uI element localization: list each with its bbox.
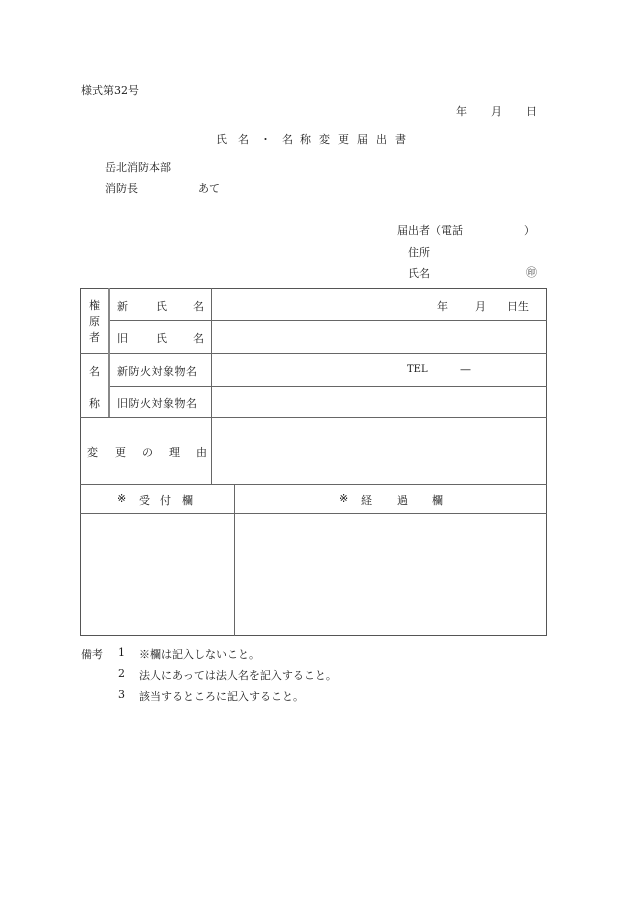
title-char: 変 bbox=[319, 133, 330, 146]
title-char: 称 bbox=[300, 133, 311, 146]
label-char: 由 bbox=[196, 446, 207, 459]
header-char: 付 bbox=[160, 494, 171, 507]
group-char: 者 bbox=[89, 331, 100, 344]
old-name-field[interactable] bbox=[212, 321, 546, 353]
row-divider bbox=[80, 484, 547, 485]
title-char: 名 bbox=[238, 133, 249, 146]
label-char: 氏 bbox=[156, 300, 167, 313]
addressee-suffix: あて bbox=[198, 182, 220, 195]
old-facility-label: 旧防火対象物名 bbox=[117, 397, 198, 410]
note-text: 法人にあっては法人名を記入すること。 bbox=[139, 669, 337, 682]
birth-year-label: 年 bbox=[437, 300, 448, 313]
old-facility-field[interactable] bbox=[212, 387, 546, 417]
col-divider bbox=[108, 288, 110, 417]
addressee-org: 岳北消防本部 bbox=[105, 161, 171, 174]
header-char: 受 bbox=[139, 494, 150, 507]
date-day-label: 日 bbox=[526, 105, 537, 118]
tel-label: TEL bbox=[407, 364, 428, 375]
new-facility-label: 新防火対象物名 bbox=[117, 365, 198, 378]
header-char: ※ bbox=[339, 492, 349, 505]
addressee-title: 消防長 bbox=[105, 182, 138, 195]
label-char: 名 bbox=[193, 332, 204, 345]
date-month-label: 月 bbox=[491, 105, 502, 118]
applicant-address-label: 住所 bbox=[408, 246, 430, 259]
note-number: 2 bbox=[118, 667, 125, 680]
group-char: 称 bbox=[89, 397, 100, 410]
form-number: 様式第32号 bbox=[81, 84, 139, 97]
note-text: 該当するところに記入すること。 bbox=[139, 690, 304, 703]
title-char: 届 bbox=[357, 133, 368, 146]
applicant-name-label: 氏名 bbox=[408, 267, 430, 280]
title-char: 書 bbox=[395, 133, 406, 146]
seal-icon: ㊞ bbox=[526, 266, 537, 279]
label-char: 旧 bbox=[117, 332, 128, 345]
new-facility-field[interactable] bbox=[212, 354, 546, 386]
group-char: 権 bbox=[89, 299, 100, 312]
tel-dash: — bbox=[460, 363, 471, 376]
birth-day-label: 日生 bbox=[507, 300, 529, 313]
title-char: 氏 bbox=[216, 133, 227, 146]
header-char: 欄 bbox=[182, 494, 193, 507]
header-char: 欄 bbox=[432, 494, 443, 507]
reception-field bbox=[81, 514, 234, 635]
header-char: ※ bbox=[117, 492, 127, 505]
header-char: 経 bbox=[361, 494, 372, 507]
title-char: 更 bbox=[338, 133, 349, 146]
title-char: 出 bbox=[376, 133, 387, 146]
note-number: 3 bbox=[118, 688, 125, 701]
new-name-field[interactable] bbox=[212, 289, 546, 320]
applicant-label: 届出者（電話 bbox=[397, 224, 463, 237]
label-char: 理 bbox=[169, 446, 180, 459]
reason-field[interactable] bbox=[212, 418, 546, 484]
label-char: 更 bbox=[115, 446, 126, 459]
group-char: 名 bbox=[89, 365, 100, 378]
note-text: ※欄は記入しないこと。 bbox=[139, 648, 260, 661]
birth-month-label: 月 bbox=[475, 300, 486, 313]
notes-label: 備考 bbox=[81, 648, 103, 661]
title-char: ・ bbox=[260, 133, 271, 146]
label-char: 氏 bbox=[156, 332, 167, 345]
label-char: 新 bbox=[117, 300, 128, 313]
label-char: 変 bbox=[87, 446, 98, 459]
note-number: 1 bbox=[118, 646, 125, 659]
label-char: 名 bbox=[193, 300, 204, 313]
label-char: の bbox=[142, 446, 153, 459]
date-year-label: 年 bbox=[456, 105, 467, 118]
progress-field bbox=[235, 514, 546, 635]
applicant-phone-close: ） bbox=[524, 224, 535, 237]
group-char: 原 bbox=[89, 315, 100, 328]
title-char: 名 bbox=[282, 133, 293, 146]
header-char: 過 bbox=[397, 494, 408, 507]
